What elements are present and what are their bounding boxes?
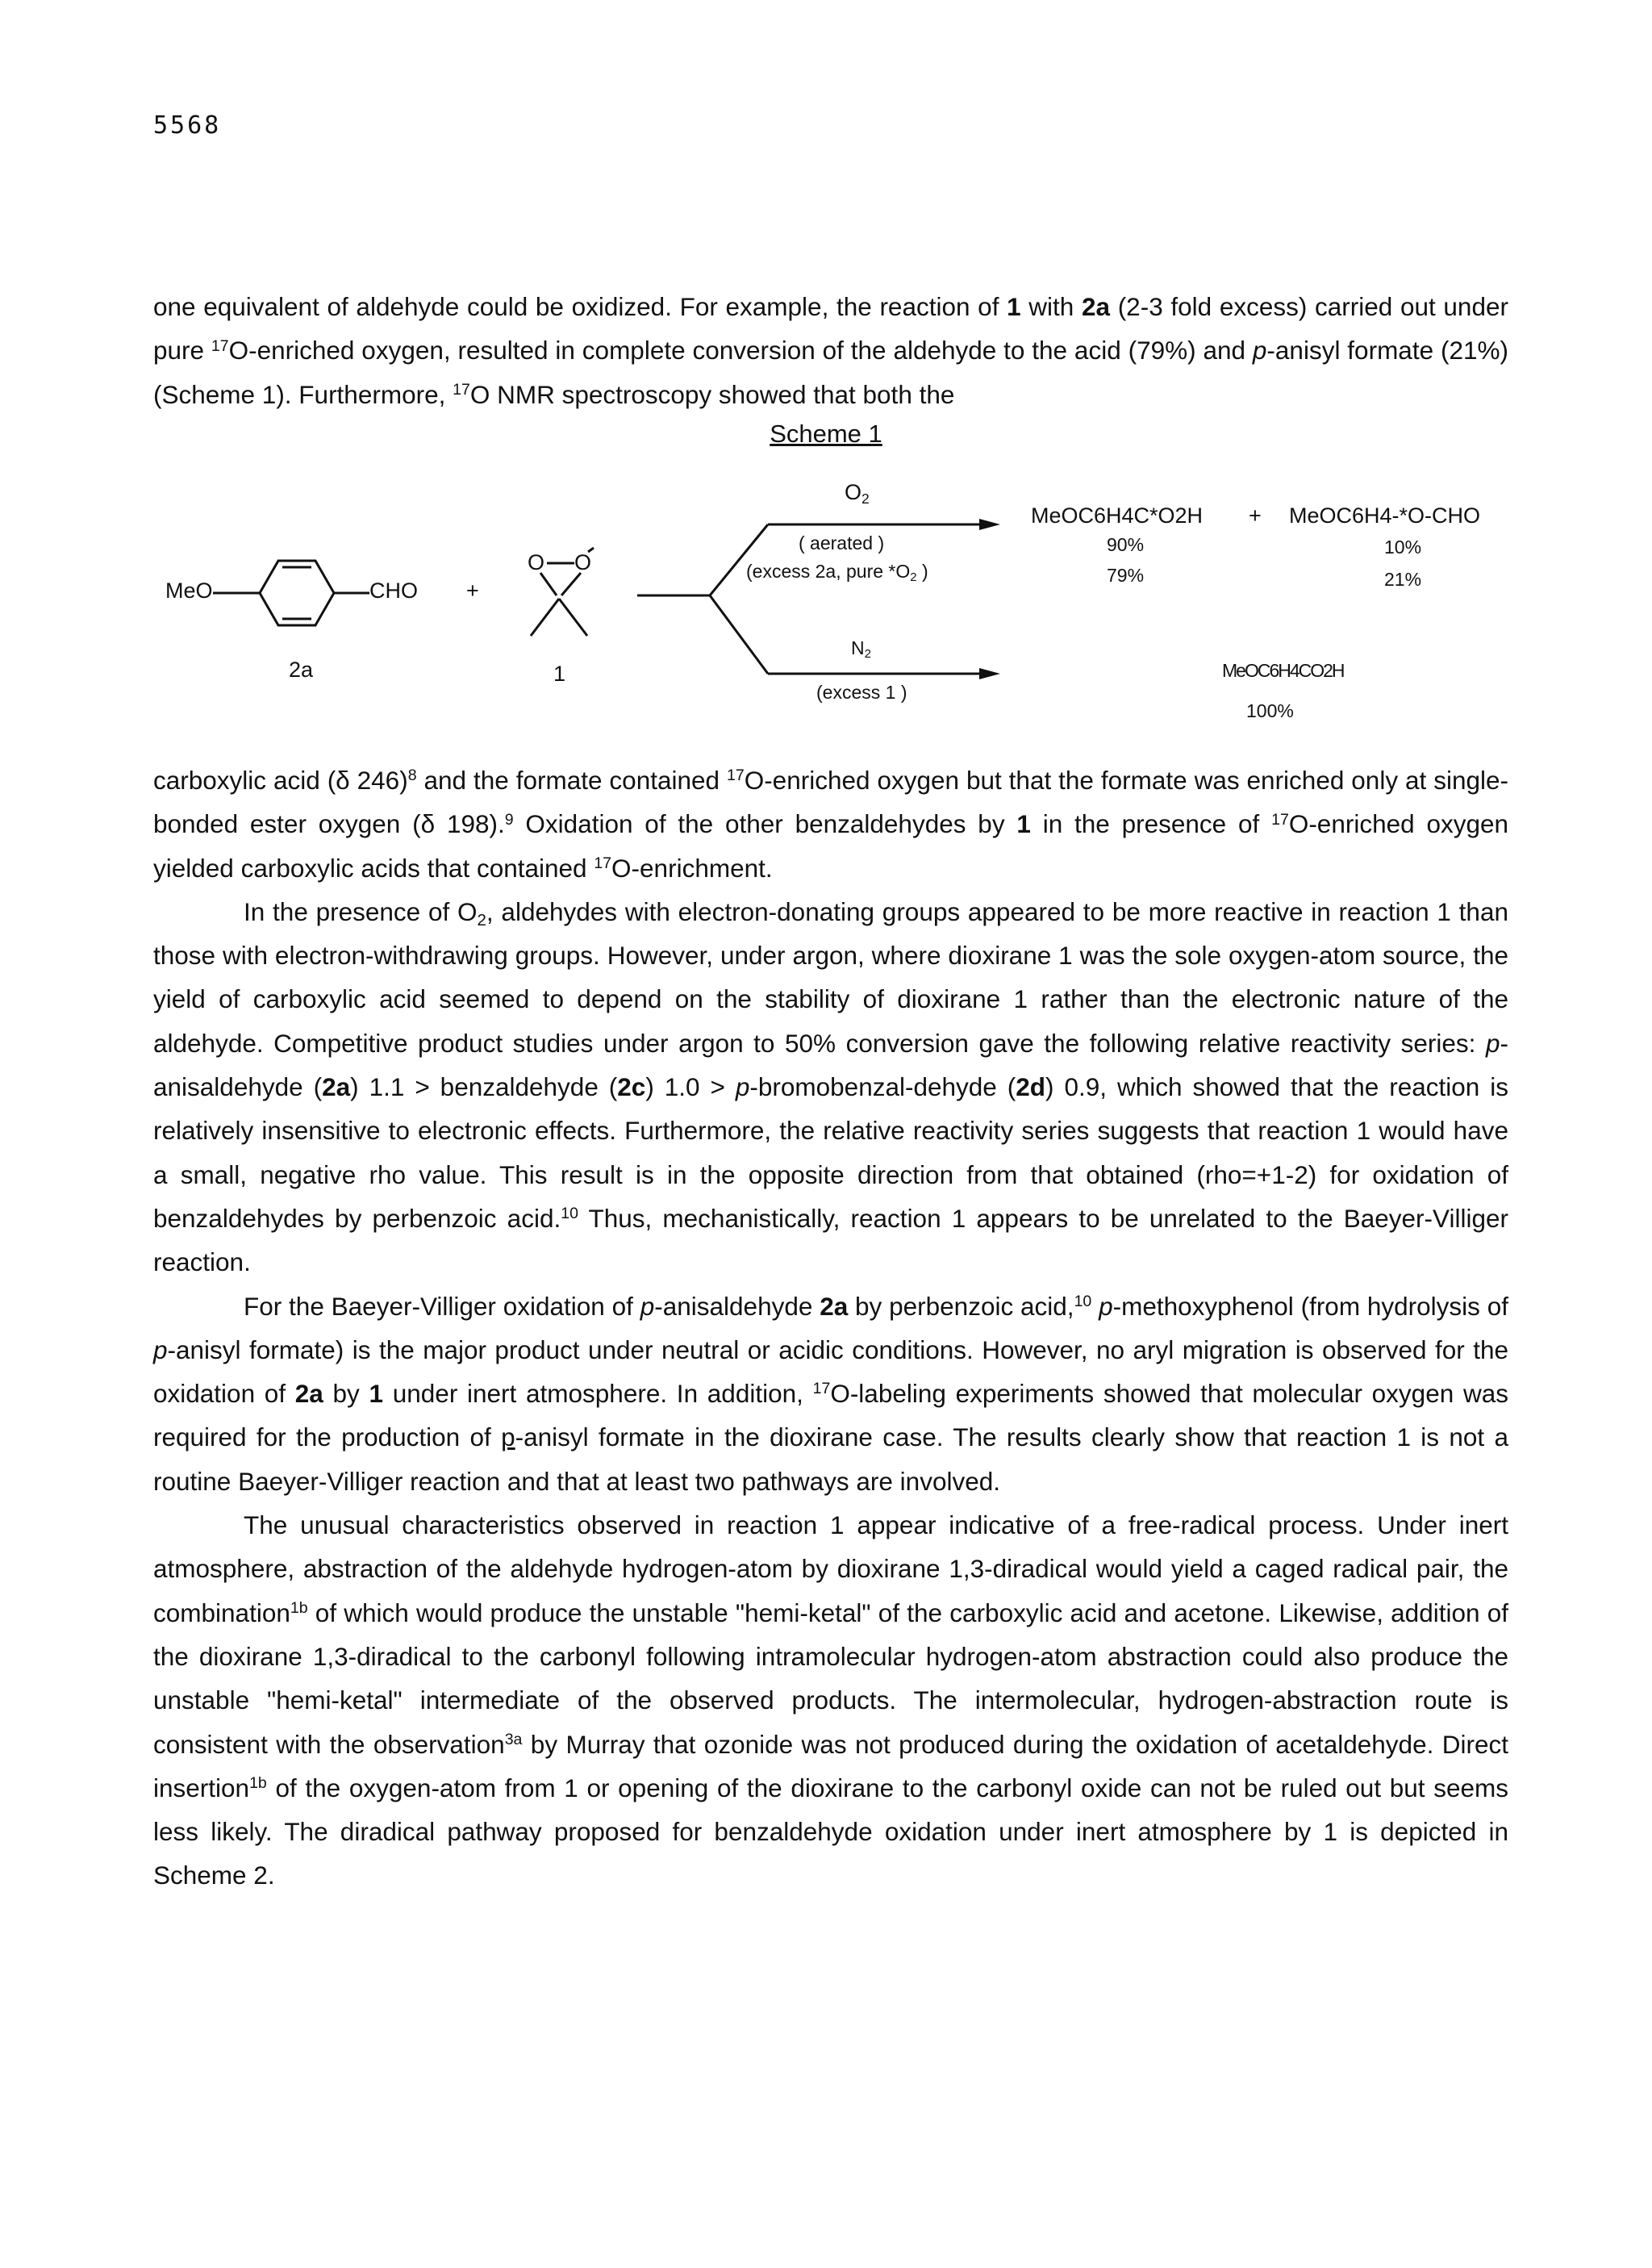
subscript: 2	[477, 911, 486, 930]
text-run	[1091, 1292, 1099, 1321]
lower-condition-excess: (excess 1 )	[816, 682, 907, 703]
text-run: The unusual characteristics observed in reaction 1 appear indicative of a free-radical process. Under inert atmosphere, abstraction of the aldehyde hydrogen-atom by dioxirane 1,3-diradical would yield a caged radical pair, the combination	[153, 1510, 1508, 1627]
italic-prefix: p	[1252, 336, 1267, 365]
reference-superscript: 3a	[504, 1730, 523, 1748]
yield-acid-argon: 100%	[1246, 700, 1294, 721]
reference-superscript: 1b	[249, 1774, 267, 1793]
text-run: For the Baeyer-Villiger oxidation of	[244, 1291, 640, 1321]
text-run: Thus, mechanistically, reaction 1 appears to be unrelated to the Baeyer-Villiger reaction.	[153, 1203, 1508, 1277]
isotope-superscript: 17	[726, 766, 745, 785]
compound-ref: 2a	[294, 1379, 323, 1409]
compound-label-2a: 2a	[289, 658, 314, 682]
yield-formate-pure-o2: 21%	[1384, 569, 1422, 590]
text-run: -methoxyphenol (from hydrolysis of	[1112, 1291, 1508, 1321]
reactant-methoxy: MeO	[165, 578, 213, 603]
isotope-superscript: 17	[1271, 810, 1289, 829]
text-run: O-enrichment.	[611, 853, 773, 883]
text-run: ) 1.0 >	[645, 1072, 736, 1102]
reference-superscript: 9	[504, 810, 514, 829]
reference-superscript: 10	[561, 1205, 578, 1223]
isotope-superscript: 17	[211, 336, 229, 355]
text-run: by Murray that ozonide was not produced during the oxidation of acetaldehyde. Direct insertion	[153, 1729, 1508, 1802]
text-run: O-enriched oxygen, resulted in complete conversion of the aldehyde to the acid (79%) and	[228, 336, 1253, 365]
text-run: with	[1020, 292, 1082, 321]
text-run: -anisyl formate (21%) (Scheme 1). Furthermore,	[153, 336, 1508, 409]
upper-condition-excess: (excess 2a, pure $*O_2$ )	[746, 561, 928, 585]
dioxirane-oxygen-right: O	[574, 550, 592, 574]
plus-sign: +	[1249, 503, 1262, 528]
yield-formate-aerated: 10%	[1384, 537, 1422, 558]
text-run: O NMR spectroscopy showed that both the	[469, 379, 955, 409]
text-run: O-enriched oxygen yielded carboxylic acids that contained	[153, 809, 1509, 883]
text-run: under inert atmosphere. In addition,	[383, 1379, 813, 1409]
text-run: O-labeling experiments showed that molecular oxygen was required for the production of	[153, 1379, 1508, 1452]
paragraph-1	[153, 285, 1508, 416]
text-run: by	[323, 1379, 369, 1409]
yield-acid-pure-o2: 79%	[1107, 565, 1145, 586]
upper-reagent: $O_2$	[845, 480, 870, 507]
text-run: by perbenzoic acid,	[848, 1291, 1074, 1321]
text-run: -anisyl formate in the dioxirane case. The results clearly show that reaction 1 is not a routine Baeyer-Villiger reaction and that at least two pathways are involved.	[153, 1422, 1508, 1496]
compound-ref: 2c	[617, 1072, 646, 1102]
paragraph-1-text	[153, 285, 1508, 416]
italic-prefix: p	[1099, 1291, 1113, 1321]
text-run: in the presence of	[1030, 809, 1272, 839]
compound-ref: 1	[1016, 809, 1031, 839]
text-run: Oxidation of the other benzaldehydes by	[513, 809, 1017, 839]
text-run: of the oxygen-atom from 1 or opening of the dioxirane to the carbonyl oxide can not be ruled out but seems less likely. The diradical pathway proposed for benzaldehyde oxidation under inert atmosphere by 1 is depicted in Scheme 2.	[153, 1773, 1508, 1890]
dioxirane-oxygen-left: O	[528, 550, 545, 574]
underlined-prefix: p	[501, 1422, 515, 1452]
compound-ref: 2d	[1016, 1072, 1046, 1102]
compound-ref: 1	[369, 1379, 384, 1409]
product-labeled-acid: MeOC6H4C*O2H	[1031, 503, 1204, 528]
paragraph-5	[153, 1503, 1508, 1898]
lower-reagent: $N_2$	[851, 637, 871, 662]
text-run: of which would produce the unstable "hemi-ketal" of the carboxylic acid and acetone. Likewise, addition of the dioxirane 1,3-diradical to the carbonyl following intramolecular hydrogen-atom abstraction could also produce the unstable "hemi-ketal" intermediate of the observed products. The intermolecular, hydrogen-abstraction route is consistent with the observation	[153, 1598, 1508, 1759]
reactant-aldehyde-group: CHO	[369, 578, 418, 603]
compound-ref: 2a	[1081, 292, 1111, 321]
compound-ref: 2a	[820, 1291, 849, 1321]
text-run: O-enriched oxygen but that the formate was enriched only at single-bonded ester oxygen (δ 198).	[153, 766, 1508, 839]
arrow-head-upper	[979, 519, 1000, 530]
paragraph-2-text	[153, 758, 1508, 890]
compound-ref: 2a	[322, 1072, 351, 1102]
text-run: -anisaldehyde (	[153, 1028, 1508, 1102]
italic-prefix: p	[735, 1072, 750, 1102]
text-run: -anisyl formate) is the major product under neutral or acidic conditions. However, no aryl migration is observed for the oxidation of	[153, 1334, 1508, 1409]
scheme-1	[0, 420, 1652, 742]
paragraph-4	[153, 1284, 1508, 1503]
text-run: carboxylic acid (δ 246)	[153, 766, 408, 795]
scheme-title: Scheme 1	[770, 420, 882, 448]
text-run: and the formate contained	[416, 766, 727, 795]
text-run: ) 0.9, which showed that the reaction is relatively insensitive to electronic effects. Furthermore, the relative reactivity series suggests that reaction 1 would have a small, negative rho value. This result is in the opposite direction from that obtained (rho=+1-2) for oxidation of benzaldehydes by perbenzoic acid.	[153, 1072, 1508, 1233]
text-run: (2-3 fold excess) carried out under pure	[153, 292, 1508, 365]
text-run: -anisaldehyde	[654, 1291, 820, 1321]
compound-ref: 1	[1007, 292, 1021, 321]
italic-prefix: p	[1485, 1028, 1500, 1058]
italic-prefix: p	[640, 1291, 655, 1321]
benzene-ring	[260, 561, 334, 625]
reference-superscript: 10	[1074, 1292, 1092, 1310]
isotope-superscript: 17	[594, 854, 612, 872]
arrow-head-lower	[979, 668, 1000, 679]
product-labeled-formate: MeOC6H4-*O-CHO	[1289, 503, 1481, 528]
text-run: one equivalent of aldehyde could be oxidized. For example, the reaction of	[153, 292, 1007, 321]
text-run: , aldehydes with electron-donating groups appeared to be more reactive in reaction 1 than those with electron-withdrawing groups. However, under argon, where dioxirane 1 was the sole oxygen-atom source, the yield of carboxylic acid seemed to depend on the stability of dioxirane 1 rather than the electronic nature of the aldehyde. Competitive product studies under argon to 50% conversion gave the following relative reactivity series:	[153, 896, 1508, 1058]
plus-sign: +	[466, 578, 479, 603]
italic-prefix: p	[153, 1334, 168, 1364]
page-number: 5568	[153, 111, 222, 140]
paragraph-3	[153, 890, 1508, 1284]
isotope-superscript: 17	[453, 380, 470, 399]
text-run: In the presence of O	[244, 896, 478, 926]
reference-superscript: 8	[407, 766, 417, 785]
compound-label-1: 1	[553, 662, 566, 686]
text-run: -bromobenzal-dehyde (	[749, 1072, 1016, 1102]
yield-acid-aerated: 90%	[1107, 534, 1145, 555]
upper-condition-aerated: ( aerated )	[799, 533, 885, 553]
text-run: ) 1.1 > benzaldehyde (	[350, 1072, 618, 1102]
paragraph-2	[153, 758, 1508, 1898]
isotope-superscript: 17	[812, 1380, 831, 1398]
reference-superscript: 1b	[290, 1598, 308, 1617]
product-acid-argon: MeOC6H4CO2H	[1222, 660, 1344, 681]
